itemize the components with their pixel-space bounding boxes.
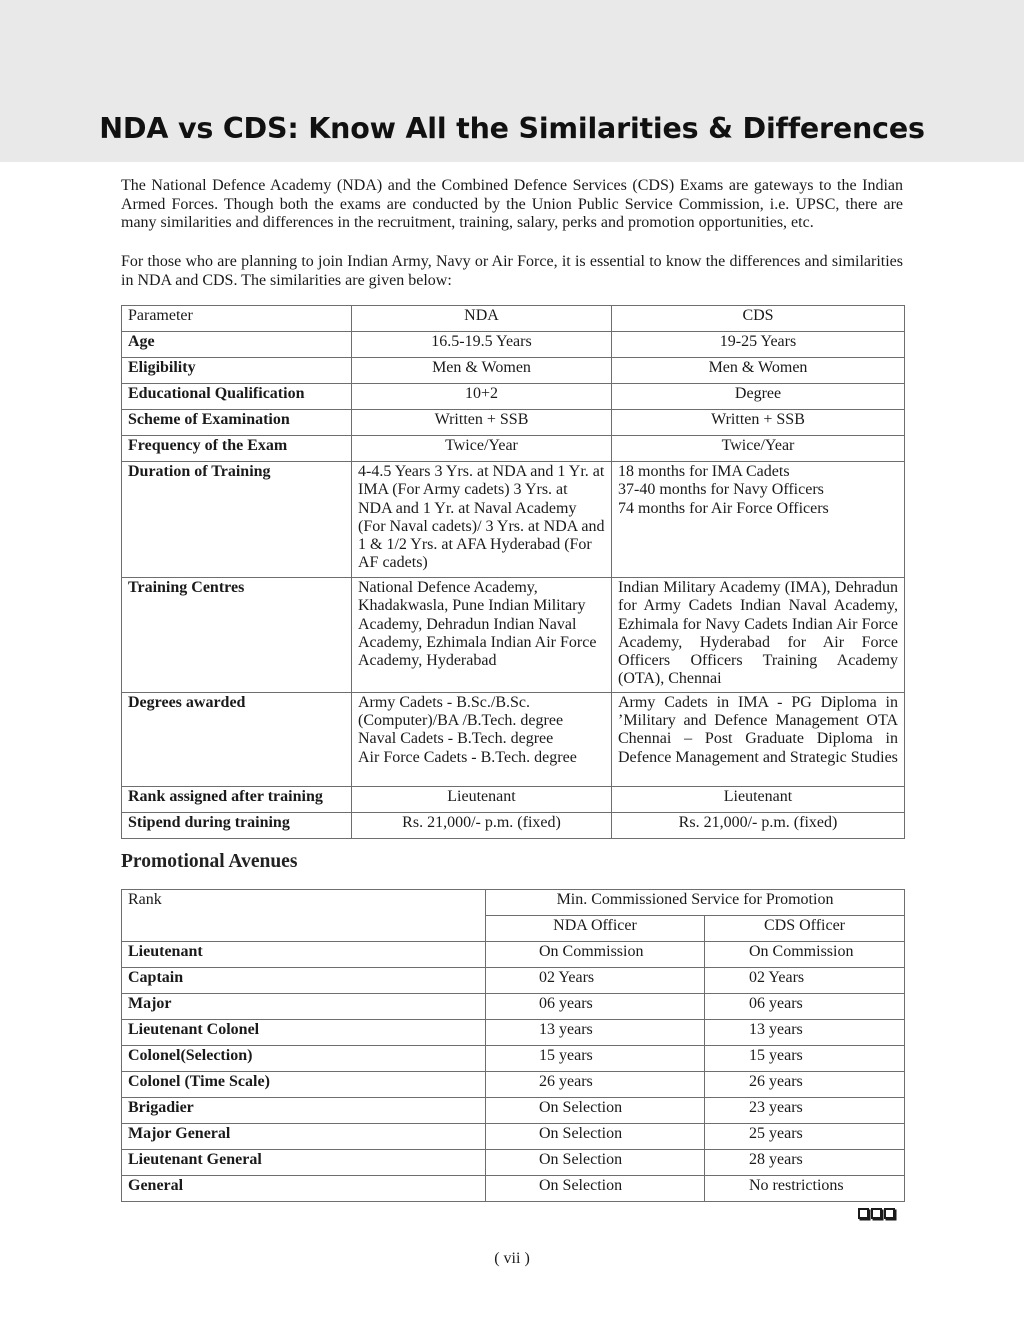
rank-cell: Lieutenant [122,942,486,968]
row-nda-value: 10+2 [352,384,612,410]
square-icon [858,1208,869,1219]
header-parameter: Parameter [122,306,352,332]
cds-service-cell: 25 years [705,1124,905,1150]
nda-service-cell: On Selection [486,1150,705,1176]
table-row [122,812,905,838]
table-row [122,942,905,968]
table-row [122,1124,905,1150]
cds-service-cell: 06 years [705,994,905,1020]
row-parameter: Duration of Training [122,462,352,578]
row-cds-value: Indian Military Academy (IMA), Dehradun for Army Cadets Indian Naval Academy, Ezhimala for Navy Cadets Indian Air Force Academy, Hyderabad for Air Force Officers Officers Training Academy (OTA), Chennai [612,578,905,693]
row-nda-value: Lieutenant [352,786,612,812]
section-title-promotional-avenues: Promotional Avenues [121,851,298,872]
header-nda-officer: NDA Officer [486,916,705,942]
row-parameter: Degrees awarded [122,692,352,786]
rank-cell: Major General [122,1124,486,1150]
row-cds-value: Degree [612,384,905,410]
cds-service-cell: 23 years [705,1098,905,1124]
table-row [122,462,905,578]
table-row [122,1072,905,1098]
table-row [122,1176,905,1202]
table-row [122,994,905,1020]
table-row [122,692,905,786]
nda-service-cell: On Selection [486,1176,705,1202]
row-parameter: Educational Qualification [122,384,352,410]
rank-cell: Brigadier [122,1098,486,1124]
square-icon [871,1208,882,1219]
rank-cell: Colonel (Time Scale) [122,1072,486,1098]
rank-cell: Major [122,994,486,1020]
row-nda-value: Written + SSB [352,410,612,436]
cds-service-cell: 02 Years [705,968,905,994]
table-row [122,968,905,994]
row-cds-value: Written + SSB [612,410,905,436]
promotions-table [121,889,905,1202]
intro-paragraph-1: The National Defence Academy (NDA) and the Combined Defence Services (CDS) Exams are gateways to the Indian Armed Forces. Though both the exams are conducted by the Union Public Service Commission, i.e. UPSC, there are many similarities and differences in the recruitment, training, salary, perks and promotion opportunities, etc. [121,177,903,231]
table-row [122,358,905,384]
row-cds-value: 19-25 Years [612,332,905,358]
row-nda-value: 4-4.5 Years 3 Yrs. at NDA and 1 Yr. at IMA (For Army cadets) 3 Yrs. at NDA and 1 Yr. at Naval Academy (For Naval cadets)/ 3 Yrs. at NDA and 1 & 1/2 Yrs. at AFA Hyderabad (For AF cadets) [352,462,612,578]
row-nda-value: Men & Women [352,358,612,384]
row-cds-value: Twice/Year [612,436,905,462]
row-parameter: Rank assigned after training [122,786,352,812]
row-nda-value: National Defence Academy, Khadakwasla, Pune Indian Military Academy, Dehradun Indian Naval Academy, Ezhimala Indian Air Force Academy, Hyderabad [352,578,612,693]
rank-cell: Colonel(Selection) [122,1046,486,1072]
rank-cell: Captain [122,968,486,994]
cds-service-cell: No restrictions [705,1176,905,1202]
comparison-table [121,305,905,839]
cds-service-cell: 15 years [705,1046,905,1072]
cds-service-cell: 26 years [705,1072,905,1098]
nda-service-cell: On Selection [486,1098,705,1124]
row-nda-value: Twice/Year [352,436,612,462]
nda-service-cell: On Commission [486,942,705,968]
table-row [122,410,905,436]
cds-service-cell: 13 years [705,1020,905,1046]
nda-service-cell: On Selection [486,1124,705,1150]
row-nda-value: 16.5-19.5 Years [352,332,612,358]
promotions-header-row [122,890,905,916]
table-row [122,332,905,358]
table-row [122,786,905,812]
row-parameter: Age [122,332,352,358]
row-nda-value: Rs. 21,000/- p.m. (fixed) [352,812,612,838]
row-cds-value: Rs. 21,000/- p.m. (fixed) [612,812,905,838]
cds-service-cell: 28 years [705,1150,905,1176]
comparison-header-row [122,306,905,332]
header-rank: Rank [122,890,486,942]
row-cds-value: Men & Women [612,358,905,384]
rank-cell: General [122,1176,486,1202]
page-title: NDA vs CDS: Know All the Similarities & Differences [99,112,925,145]
page-number: ( vii ) [494,1250,530,1267]
table-row [122,1098,905,1124]
nda-service-cell: 13 years [486,1020,705,1046]
nda-service-cell: 06 years [486,994,705,1020]
rank-cell: Lieutenant General [122,1150,486,1176]
row-parameter: Training Centres [122,578,352,693]
nda-service-cell: 26 years [486,1072,705,1098]
row-cds-value: Lieutenant [612,786,905,812]
nda-service-cell: 15 years [486,1046,705,1072]
table-row [122,578,905,693]
table-row [122,1020,905,1046]
header-cds-officer: CDS Officer [705,916,905,942]
row-nda-value: Army Cadets - B.Sc./B.Sc. (Computer)/BA /B.Tech. degree Naval Cadets - B.Tech. degree Air Force Cadets - B.Tech. degree [352,692,612,786]
row-parameter: Scheme of Examination [122,410,352,436]
three-squares-end-mark-icon [858,1208,895,1224]
row-cds-value: Army Cadets in IMA - PG Diploma in ’Military and Defence Management OTA Chennai – Post Graduate Diploma in Defence Management and Strategic Studies [612,692,905,786]
cds-service-cell: On Commission [705,942,905,968]
table-row [122,384,905,410]
header-cds: CDS [612,306,905,332]
row-parameter: Eligibility [122,358,352,384]
row-cds-value: 18 months for IMA Cadets 37-40 months for Navy Officers 74 months for Air Force Officers [612,462,905,578]
table-row [122,1046,905,1072]
row-parameter: Frequency of the Exam [122,436,352,462]
intro-paragraph-2: For those who are planning to join Indian Army, Navy or Air Force, it is essential to know the differences and similarities in NDA and CDS. The similarities are given below: [121,253,903,289]
square-icon [884,1208,895,1219]
table-row [122,1150,905,1176]
nda-service-cell: 02 Years [486,968,705,994]
rank-cell: Lieutenant Colonel [122,1020,486,1046]
row-parameter: Stipend during training [122,812,352,838]
header-min-service: Min. Commissioned Service for Promotion [486,890,905,916]
header-nda: NDA [352,306,612,332]
table-row [122,436,905,462]
